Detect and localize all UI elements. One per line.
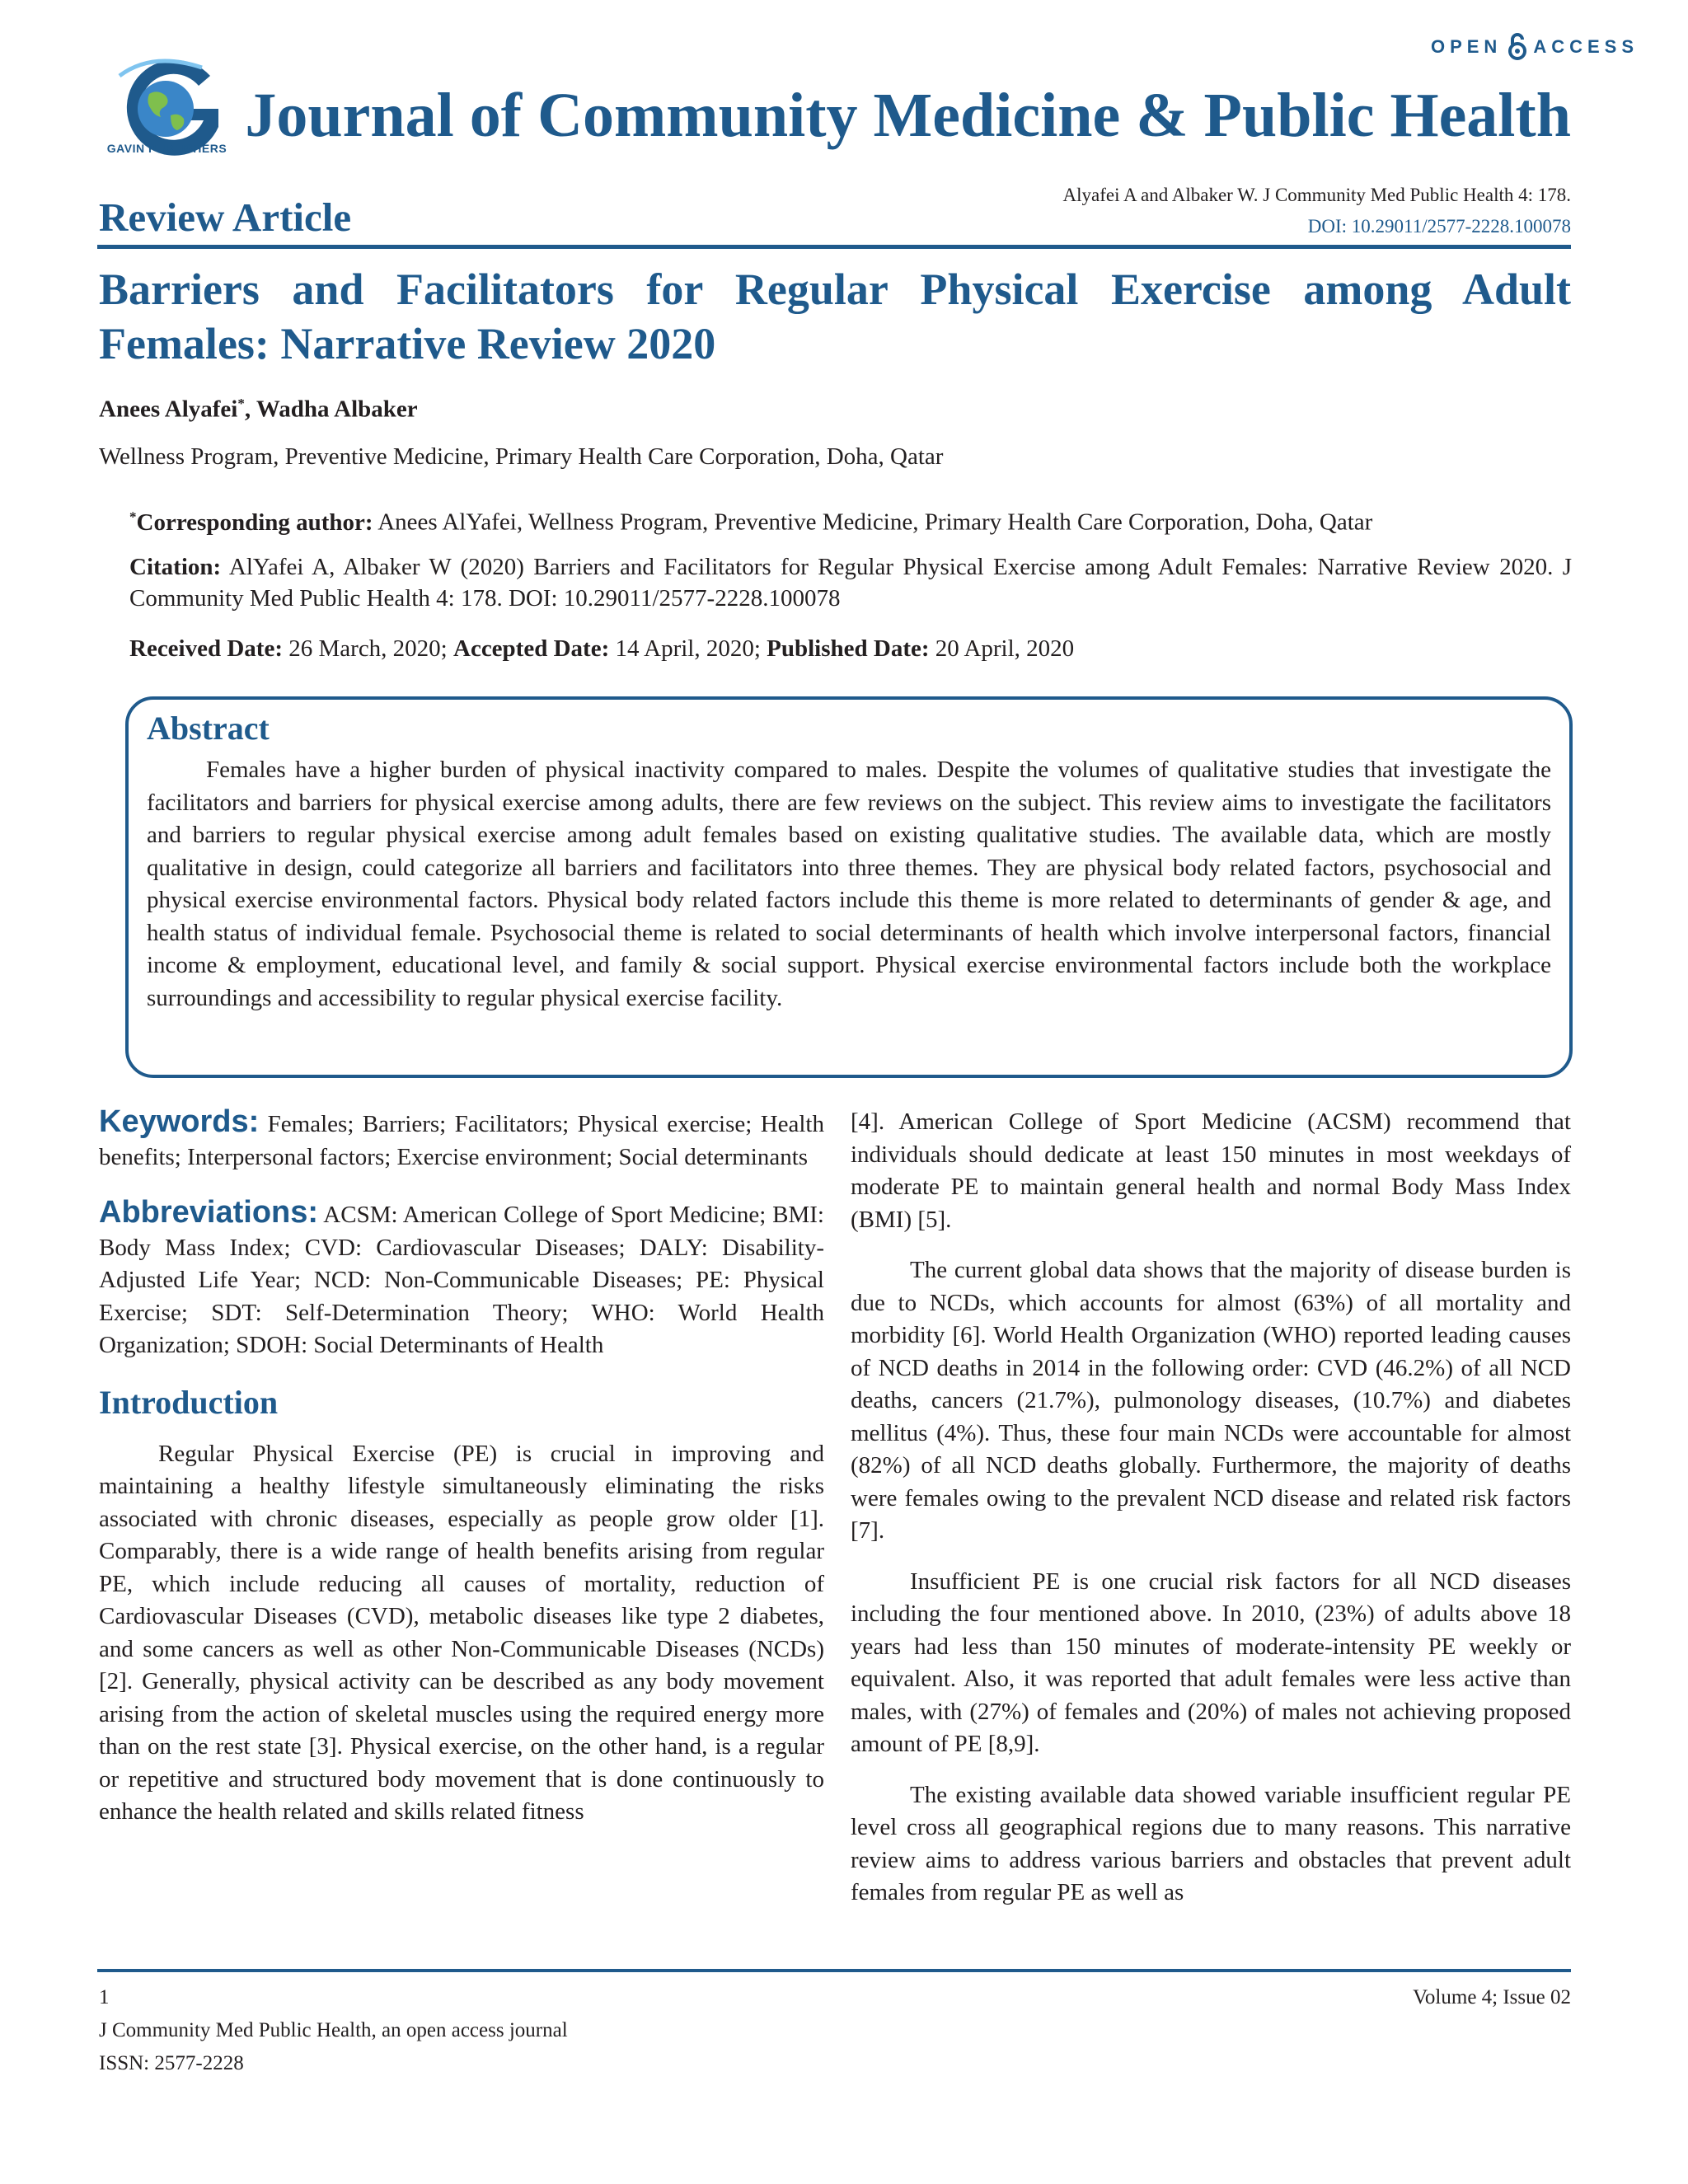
keywords <box>99 1106 824 1174</box>
accepted-value: 14 April, 2020; <box>609 635 767 662</box>
header-citation <box>1063 180 1571 242</box>
doi-line <box>1063 211 1571 242</box>
journal-title: Journal of Community Medicine & Public Health <box>245 81 1571 150</box>
intro-paragraph-1: Regular Physical Exercise (PE) is crucial in improving and maintaining a healthy lifestyle simultaneously eliminating the risks associated with chronic diseases, especially as people grow older [1]. Comparably, there is a wide range of health benefits arising from regular PE, which include reducing all causes of mortality, reduction of Cardiovascular Diseases (CVD), metabolic diseases like type 2 diabetes, and some cancers as well as other Non-Communicable Diseases (NCDs) [2]. Generally, physical activity can be described as any body movement arising from the action of skeletal muscles using the required energy more than on the rest state [3]. Physical exercise, on the other hand, is a regular or repetitive and structured body movement that is done continuously to enhance the health related and skills related fitness <box>99 1440 824 1825</box>
keywords-text: Females; Barriers; Facilitators; Physical exercise; Health benefits; Interpersonal factors; Exercise environment; Social determinants <box>99 1111 824 1170</box>
author-1: Anees Alyafei <box>99 396 238 423</box>
footer-volume: Volume 4; Issue 02 <box>1413 1986 1571 2008</box>
received-label: Received Date: <box>129 635 283 662</box>
open-access-left: OPEN <box>1430 36 1503 57</box>
accepted-label: Accepted Date: <box>453 635 610 662</box>
header-divider <box>97 245 1571 249</box>
published-label: Published Date: <box>767 635 930 662</box>
intro-paragraph-3: Insufficient PE is one crucial risk factors for all NCD diseases including the four mentioned above. In 2010, (23%) of adults above 18 years had less than 150 minutes of moderate-intensity PE weekly or equivalent. Also, it was reported that adult females were less active than males, with (27%) of females and (20%) of males not achieving proposed amount of PE [8,9]. <box>851 1568 1571 1757</box>
page-number: 1 <box>99 1986 110 2008</box>
doi-link[interactable]: 10.29011/2577-2228.100078 <box>1351 216 1571 237</box>
corresponding-text: Anees AlYafei, Wellness Program, Preventive Medicine, Primary Health Care Corporation, Doha, Qatar <box>373 509 1373 536</box>
article-type: Review Article <box>99 194 352 240</box>
abstract-box <box>125 696 1573 1078</box>
published-value: 20 April, 2020 <box>929 635 1075 662</box>
intro-paragraph-2: The current global data shows that the majority of disease burden is due to NCDs, which accounts for almost (63%) of all mortality and morbidity [6]. World Health Organization (WHO) reported leading causes of NCD deaths in 2014 in the following order: CVD (46.2%) of all NCD deaths, cancers (21.7%), pulmonology diseases, (10.7%) and diabetes mellitus (4%). Thus, these four main NCDs were accountable for almost (82%) of all NCD deaths globally. Furthermore, the majority of deaths were females owing to the prevalent NCD disease and related risk factors [7]. <box>851 1257 1571 1544</box>
publisher-name: GAVIN PUBLISHERS <box>106 142 227 155</box>
footer-divider <box>97 1969 1571 1972</box>
received-value: 26 March, 2020; <box>283 635 453 662</box>
abstract-text: Females have a higher burden of physical inactivity compared to males. Despite the volumes of qualitative studies that investigate the facilitators and barriers for physical exercise among adults, there are few reviews on the subject. This review aims to investigate the facilitators and barriers to regular physical exercise among adult females based on existing qualitative studies. The available data, which are mostly qualitative in design, could categorize all barriers and facilitators into three themes. They are physical body related factors, psychosocial and physical exercise environmental factors. Physical body related factors include this theme is more related to determinants of gender & age, and health status of individual female. Psychosocial theme is related to social determinants of health which involve interpersonal factors, financial income & employment, educational level, and family & social support. Physical exercise environmental factors include both the workplace surroundings and accessibility to regular physical exercise facility. <box>147 757 1551 1011</box>
footer-issn: ISSN: 2577-2228 <box>99 2052 244 2074</box>
abbreviations <box>99 1197 824 1362</box>
authors <box>99 396 418 424</box>
left-column <box>99 1106 824 1829</box>
footer-left <box>99 1981 568 2080</box>
footer-journal: J Community Med Public Health, an open access journal <box>99 2019 568 2041</box>
article-title: Barriers and Facilitators for Regular Physical Exercise among Adult Females: Narrative Review 2020 <box>99 265 1571 368</box>
corresponding-mark: * <box>237 396 245 411</box>
doi-label: DOI: <box>1307 216 1352 237</box>
open-access-badge <box>1431 33 1639 61</box>
open-access-right: ACCESS <box>1533 36 1639 57</box>
right-column <box>851 1106 1571 1928</box>
corresponding-label: Corresponding author: <box>136 509 373 536</box>
author-2: , Wadha Albaker <box>244 396 418 423</box>
short-citation: Alyafei A and Albaker W. J Community Med Public Health 4: 178. <box>1062 185 1571 205</box>
intro-paragraph-4: The existing available data showed variable insufficient regular PE level cross all geographical regions due to many reasons. This narrative review aims to address various barriers and obstacles that prevent adult females from regular PE as well as <box>851 1781 1571 1905</box>
citation-label: Citation: <box>129 554 222 580</box>
corresponding-mark-2: * <box>129 509 137 524</box>
abstract-heading: Abstract <box>147 710 270 747</box>
affiliation: Wellness Program, Preventive Medicine, Primary Health Care Corporation, Doha, Qatar <box>99 443 944 470</box>
citation-text: AlYafei A, Albaker W (2020) Barriers and Facilitators for Regular Physical Exercise among Adult Females: Narrative Review 2020. J Community Med Public Health 4: 178. DOI: 10.29011/2577-2228.100078 <box>129 554 1572 612</box>
introduction-heading: Introduction <box>99 1383 279 1421</box>
citation <box>129 551 1572 614</box>
dates <box>129 633 1572 664</box>
abbreviations-label: Abbreviations: <box>99 1195 319 1230</box>
abbreviations-text: ACSM: American College of Sport Medicine; BMI: Body Mass Index; CVD: Cardiovascular Diseases; DALY: Disability-Adjusted Life Year; NCD: Non-Communicable Diseases; PE: Physical Exercise; SDT: Self-Determination Theory; WHO: World Health Organization; SDOH: Social Determinants of Health <box>99 1202 824 1358</box>
intro-paragraph-1-continued: [4]. American College of Sport Medicine (ACSM) recommend that individuals should dedicate at least 150 minutes in most weekdays of moderate PE to maintain general health and normal Body Mass Index (BMI) [5]. <box>851 1108 1571 1233</box>
corresponding-author <box>129 501 1572 538</box>
keywords-label: Keywords: <box>99 1104 260 1139</box>
open-access-lock-icon <box>1507 33 1528 61</box>
